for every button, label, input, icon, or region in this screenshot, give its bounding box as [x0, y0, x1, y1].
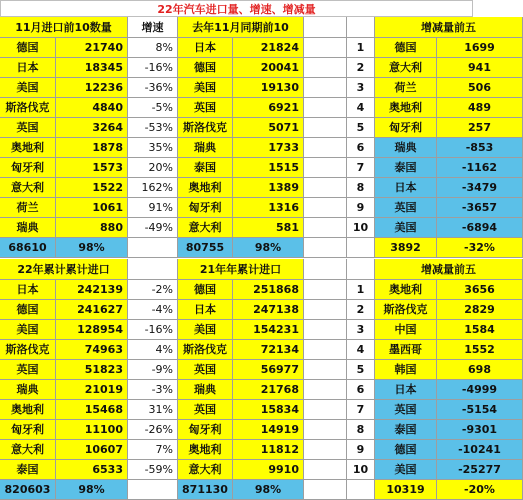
qty-previous: 247138: [233, 300, 304, 320]
country-previous: 泰国: [178, 158, 233, 178]
header-blank-b: [347, 259, 375, 280]
country-change: 日本: [375, 380, 437, 400]
total-change: 10319: [375, 480, 437, 500]
header-blank-a: [304, 259, 347, 280]
rank-number: 10: [347, 218, 375, 238]
country-previous: 匈牙利: [178, 420, 233, 440]
blank-cell: [304, 400, 347, 420]
qty-previous: 14919: [233, 420, 304, 440]
qty-previous: 581: [233, 218, 304, 238]
qty-previous: 251868: [233, 280, 304, 300]
country-change: 英国: [375, 198, 437, 218]
qty-current: 51823: [56, 360, 128, 380]
country-change: 意大利: [375, 58, 437, 78]
qty-previous: 56977: [233, 360, 304, 380]
qty-previous: 72134: [233, 340, 304, 360]
change-rate: -20%: [437, 480, 523, 500]
qty-previous: 15834: [233, 400, 304, 420]
country-previous: 美国: [178, 320, 233, 340]
share-current: 98%: [56, 238, 128, 258]
qty-change: -3479: [437, 178, 523, 198]
header-previous: 去年11月同期前10: [178, 17, 304, 38]
qty-previous: 5071: [233, 118, 304, 138]
country-current: 日本: [0, 280, 56, 300]
qty-current: 1878: [56, 138, 128, 158]
qty-previous: 6921: [233, 98, 304, 118]
total-previous: 80755: [178, 238, 233, 258]
country-change: 美国: [375, 460, 437, 480]
blank-cell: [128, 480, 178, 500]
rank-number: 5: [347, 360, 375, 380]
rank-number: 10: [347, 460, 375, 480]
blank-cell: [347, 238, 375, 258]
growth-rate: 7%: [128, 440, 178, 460]
growth-rate: -9%: [128, 360, 178, 380]
growth-rate: 8%: [128, 38, 178, 58]
country-previous: 德国: [178, 58, 233, 78]
blank-cell: [304, 238, 347, 258]
blank-cell: [304, 420, 347, 440]
qty-change: -853: [437, 138, 523, 158]
qty-previous: 19130: [233, 78, 304, 98]
country-current: 英国: [0, 360, 56, 380]
country-previous: 瑞典: [178, 380, 233, 400]
blank-cell: [304, 158, 347, 178]
country-change: 墨西哥: [375, 340, 437, 360]
growth-rate: 31%: [128, 400, 178, 420]
qty-previous: 9910: [233, 460, 304, 480]
blank-cell: [304, 340, 347, 360]
country-current: 德国: [0, 300, 56, 320]
blank-cell: [128, 238, 178, 258]
country-current: 匈牙利: [0, 158, 56, 178]
rank-number: 1: [347, 38, 375, 58]
qty-change: 1699: [437, 38, 523, 58]
blank-cell: [304, 300, 347, 320]
country-current: 瑞典: [0, 218, 56, 238]
monthly-table: [0, 17, 498, 258]
blank-cell: [304, 320, 347, 340]
country-previous: 奥地利: [178, 178, 233, 198]
qty-change: -1162: [437, 158, 523, 178]
country-current: 奥地利: [0, 138, 56, 158]
blank-cell: [304, 280, 347, 300]
rank-number: 2: [347, 58, 375, 78]
qty-current: 11100: [56, 420, 128, 440]
blank-cell: [304, 78, 347, 98]
qty-previous: 154231: [233, 320, 304, 340]
qty-change: -3657: [437, 198, 523, 218]
header-current: 22年累计累计进口: [0, 259, 128, 280]
growth-rate: -49%: [128, 218, 178, 238]
header-change-top5: 增减量前五: [375, 17, 523, 38]
qty-change: 3656: [437, 280, 523, 300]
qty-current: 242139: [56, 280, 128, 300]
qty-current: 10607: [56, 440, 128, 460]
growth-rate: 35%: [128, 138, 178, 158]
header-blank-b: [347, 17, 375, 38]
country-current: 美国: [0, 320, 56, 340]
country-previous: 斯洛伐克: [178, 118, 233, 138]
blank-cell: [304, 440, 347, 460]
qty-current: 128954: [56, 320, 128, 340]
qty-previous: 20041: [233, 58, 304, 78]
country-change: 日本: [375, 178, 437, 198]
rank-number: 7: [347, 400, 375, 420]
qty-change: -9301: [437, 420, 523, 440]
rank-number: 4: [347, 340, 375, 360]
qty-change: 489: [437, 98, 523, 118]
country-previous: 意大利: [178, 460, 233, 480]
country-previous: 意大利: [178, 218, 233, 238]
country-change: 奥地利: [375, 98, 437, 118]
blank-cell: [304, 198, 347, 218]
blank-cell: [304, 460, 347, 480]
rank-number: 7: [347, 158, 375, 178]
share-previous: 98%: [233, 480, 304, 500]
qty-previous: 11812: [233, 440, 304, 460]
country-current: 匈牙利: [0, 420, 56, 440]
share-current: 98%: [56, 480, 128, 500]
page-title: 22年汽车进口量、增速、增减量: [0, 0, 473, 17]
qty-current: 6533: [56, 460, 128, 480]
blank-cell: [347, 480, 375, 500]
qty-change: 1552: [437, 340, 523, 360]
qty-current: 12236: [56, 78, 128, 98]
qty-change: -4999: [437, 380, 523, 400]
country-current: 奥地利: [0, 400, 56, 420]
blank-cell: [304, 58, 347, 78]
qty-current: 880: [56, 218, 128, 238]
country-previous: 英国: [178, 360, 233, 380]
growth-rate: -4%: [128, 300, 178, 320]
country-current: 日本: [0, 58, 56, 78]
country-current: 斯洛伐克: [0, 98, 56, 118]
country-change: 德国: [375, 440, 437, 460]
country-change: 德国: [375, 38, 437, 58]
growth-rate: -36%: [128, 78, 178, 98]
change-rate: -32%: [437, 238, 523, 258]
country-previous: 日本: [178, 38, 233, 58]
qty-change: 698: [437, 360, 523, 380]
header-current: 11月进口前10数量: [0, 17, 128, 38]
rank-number: 6: [347, 138, 375, 158]
total-current: 68610: [0, 238, 56, 258]
header-blank-a: [304, 17, 347, 38]
rank-number: 1: [347, 280, 375, 300]
country-previous: 瑞典: [178, 138, 233, 158]
growth-rate: -26%: [128, 420, 178, 440]
qty-change: 1584: [437, 320, 523, 340]
qty-previous: 1733: [233, 138, 304, 158]
share-previous: 98%: [233, 238, 304, 258]
qty-change: 257: [437, 118, 523, 138]
qty-current: 4840: [56, 98, 128, 118]
growth-rate: 91%: [128, 198, 178, 218]
blank-cell: [304, 98, 347, 118]
qty-current: 18345: [56, 58, 128, 78]
blank-cell: [304, 218, 347, 238]
rank-number: 6: [347, 380, 375, 400]
country-change: 泰国: [375, 158, 437, 178]
qty-current: 1573: [56, 158, 128, 178]
header-speed: 增速: [128, 17, 178, 38]
country-current: 荷兰: [0, 198, 56, 218]
qty-current: 1522: [56, 178, 128, 198]
rank-number: 8: [347, 420, 375, 440]
cumulative-table: [0, 259, 501, 500]
growth-rate: -16%: [128, 320, 178, 340]
country-change: 韩国: [375, 360, 437, 380]
country-previous: 德国: [178, 280, 233, 300]
blank-cell: [304, 38, 347, 58]
growth-rate: -2%: [128, 280, 178, 300]
qty-current: 241627: [56, 300, 128, 320]
qty-previous: 21768: [233, 380, 304, 400]
qty-previous: 1389: [233, 178, 304, 198]
country-change: 泰国: [375, 420, 437, 440]
growth-rate: -16%: [128, 58, 178, 78]
header-change-top5: 增减量前五: [375, 259, 523, 280]
qty-change: -25277: [437, 460, 523, 480]
header-previous: 21年年累计进口: [178, 259, 304, 280]
growth-rate: 20%: [128, 158, 178, 178]
rank-number: 9: [347, 440, 375, 460]
qty-current: 21740: [56, 38, 128, 58]
country-current: 德国: [0, 38, 56, 58]
country-current: 泰国: [0, 460, 56, 480]
country-previous: 英国: [178, 400, 233, 420]
rank-number: 9: [347, 198, 375, 218]
blank-cell: [304, 118, 347, 138]
qty-current: 1061: [56, 198, 128, 218]
country-change: 匈牙利: [375, 118, 437, 138]
total-change: 3892: [375, 238, 437, 258]
growth-rate: 4%: [128, 340, 178, 360]
total-current: 820603: [0, 480, 56, 500]
qty-current: 21019: [56, 380, 128, 400]
country-change: 英国: [375, 400, 437, 420]
rank-number: 8: [347, 178, 375, 198]
country-current: 意大利: [0, 178, 56, 198]
growth-rate: -53%: [128, 118, 178, 138]
rank-number: 3: [347, 78, 375, 98]
qty-current: 3264: [56, 118, 128, 138]
country-previous: 匈牙利: [178, 198, 233, 218]
qty-change: -5154: [437, 400, 523, 420]
qty-change: -10241: [437, 440, 523, 460]
country-change: 美国: [375, 218, 437, 238]
country-current: 美国: [0, 78, 56, 98]
country-change: 中国: [375, 320, 437, 340]
blank-cell: [304, 138, 347, 158]
qty-current: 74963: [56, 340, 128, 360]
rank-number: 4: [347, 98, 375, 118]
rank-number: 2: [347, 300, 375, 320]
blank-cell: [304, 380, 347, 400]
blank-cell: [304, 360, 347, 380]
blank-cell: [304, 178, 347, 198]
country-previous: 斯洛伐克: [178, 340, 233, 360]
qty-change: 506: [437, 78, 523, 98]
country-current: 英国: [0, 118, 56, 138]
qty-change: -6894: [437, 218, 523, 238]
country-current: 瑞典: [0, 380, 56, 400]
growth-rate: -5%: [128, 98, 178, 118]
growth-rate: 162%: [128, 178, 178, 198]
blank-cell: [304, 480, 347, 500]
qty-change: 941: [437, 58, 523, 78]
rank-number: 5: [347, 118, 375, 138]
country-change: 斯洛伐克: [375, 300, 437, 320]
country-current: 意大利: [0, 440, 56, 460]
country-previous: 奥地利: [178, 440, 233, 460]
country-current: 斯洛伐克: [0, 340, 56, 360]
growth-rate: -3%: [128, 380, 178, 400]
total-previous: 871130: [178, 480, 233, 500]
qty-previous: 1316: [233, 198, 304, 218]
country-previous: 美国: [178, 78, 233, 98]
rank-number: 3: [347, 320, 375, 340]
growth-rate: -59%: [128, 460, 178, 480]
country-previous: 日本: [178, 300, 233, 320]
qty-change: 2829: [437, 300, 523, 320]
country-change: 荷兰: [375, 78, 437, 98]
country-previous: 英国: [178, 98, 233, 118]
qty-previous: 1515: [233, 158, 304, 178]
qty-previous: 21824: [233, 38, 304, 58]
qty-current: 15468: [56, 400, 128, 420]
header-speed: [128, 259, 178, 280]
country-change: 奥地利: [375, 280, 437, 300]
country-change: 瑞典: [375, 138, 437, 158]
